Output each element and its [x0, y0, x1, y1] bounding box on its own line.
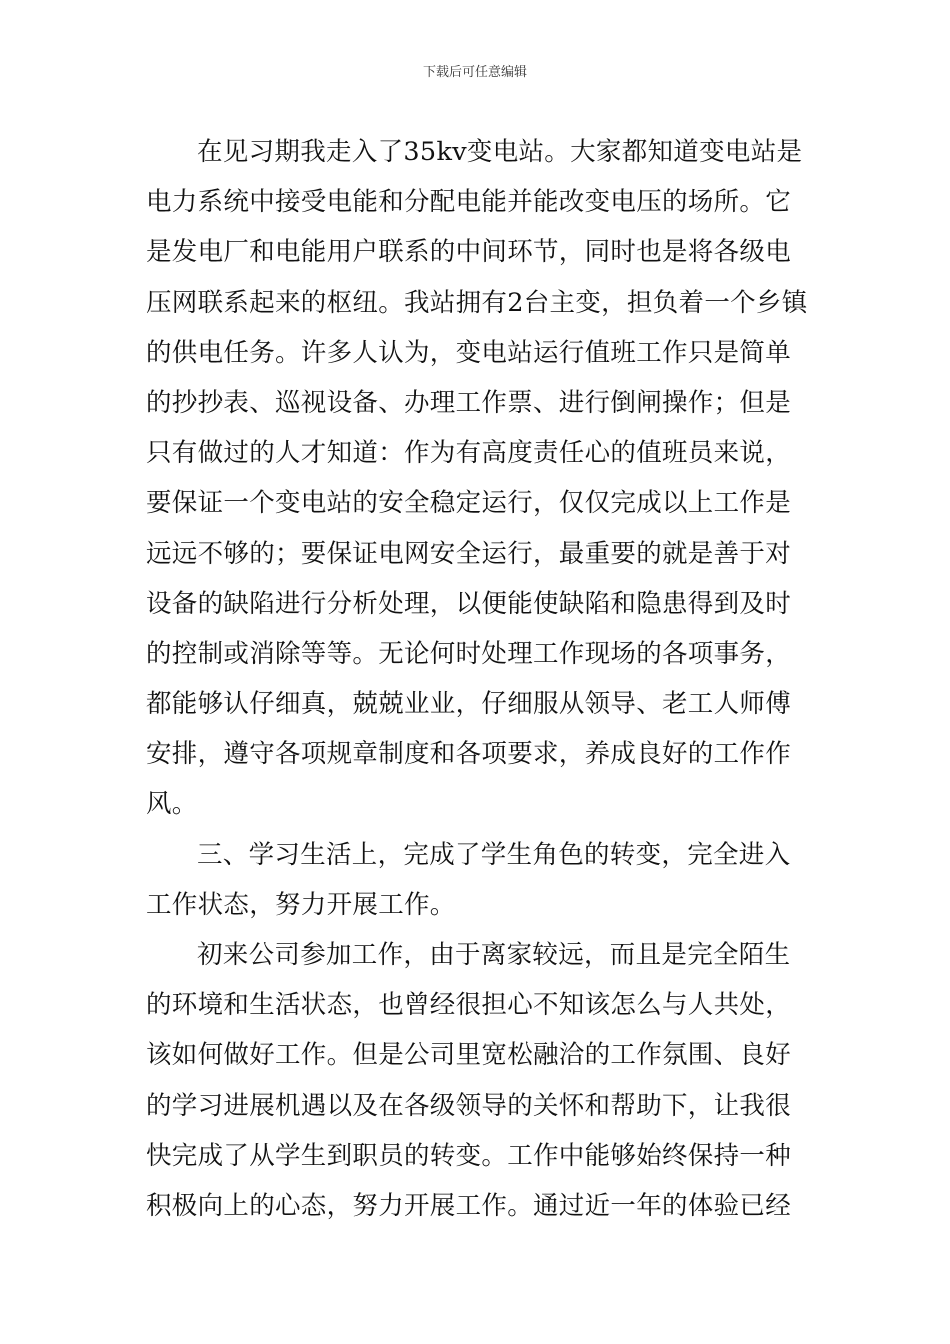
text-line: 积极向上的心态，努力开展工作。通过近一年的体验已经: [146, 1190, 792, 1221]
paragraph-3: [146, 930, 808, 1231]
text-line: 的学习进展机遇以及在各级领导的关怀和帮助下，让我很: [146, 1090, 792, 1121]
text-line: 压网联系起来的枢纽。我站拥有2台主变，担负着一个乡镇: [146, 287, 808, 318]
text-line: 电力系统中接受电能和分配电能并能改变电压的场所。它: [146, 187, 792, 218]
text-line: 风。: [146, 789, 198, 820]
text-line: 的抄抄表、巡视设备、办理工作票、进行倒闸操作；但是: [146, 387, 792, 418]
text-line: 的供电任务。许多人认为，变电站运行值班工作只是简单: [146, 337, 792, 368]
text-line: 三、学习生活上，完成了学生角色的转变，完全进入: [197, 839, 791, 870]
text-line: 初来公司参加工作，由于离家较远，而且是完全陌生: [197, 940, 791, 970]
text-line: 的控制或消除等等。无论何时处理工作现场的各项事务，: [146, 638, 792, 669]
text-line: 安排，遵守各项规章制度和各项要求，养成良好的工作作: [146, 739, 792, 770]
text-line: 工作状态，努力开展工作。: [146, 889, 456, 920]
text-line: 该如何做好工作。但是公司里宽松融洽的工作氛围、良好: [146, 1040, 792, 1071]
text-line: 要保证一个变电站的安全稳定运行，仅仅完成以上工作是: [146, 488, 792, 519]
text-line: 快完成了从学生到职员的转变。工作中能够始终保持一种: [146, 1140, 792, 1171]
text-line: 设备的缺陷进行分析处理，以便能使缺陷和隐患得到及时: [146, 588, 792, 619]
text-line: 是发电厂和电能用户联系的中间环节，同时也是将各级电: [146, 237, 792, 268]
text-line: 都能够认仔细真，兢兢业业，仔细服从领导、老工人师傅: [146, 689, 792, 720]
paragraph-1: [146, 127, 808, 830]
text-line: 远远不够的；要保证电网安全运行，最重要的就是善于对: [146, 538, 792, 569]
page-header: 下载后可任意编辑: [422, 65, 527, 80]
text-line: 在见习期我走入了35kv变电站。大家都知道变电站是: [197, 137, 803, 167]
text-line: 只有做过的人才知道：作为有高度责任心的值班员来说，: [146, 438, 792, 469]
paragraph-2: [146, 830, 808, 930]
text-line: 的环境和生活状态，也曾经很担心不知该怎么与人共处，: [146, 990, 792, 1021]
document-body: [146, 127, 808, 1231]
